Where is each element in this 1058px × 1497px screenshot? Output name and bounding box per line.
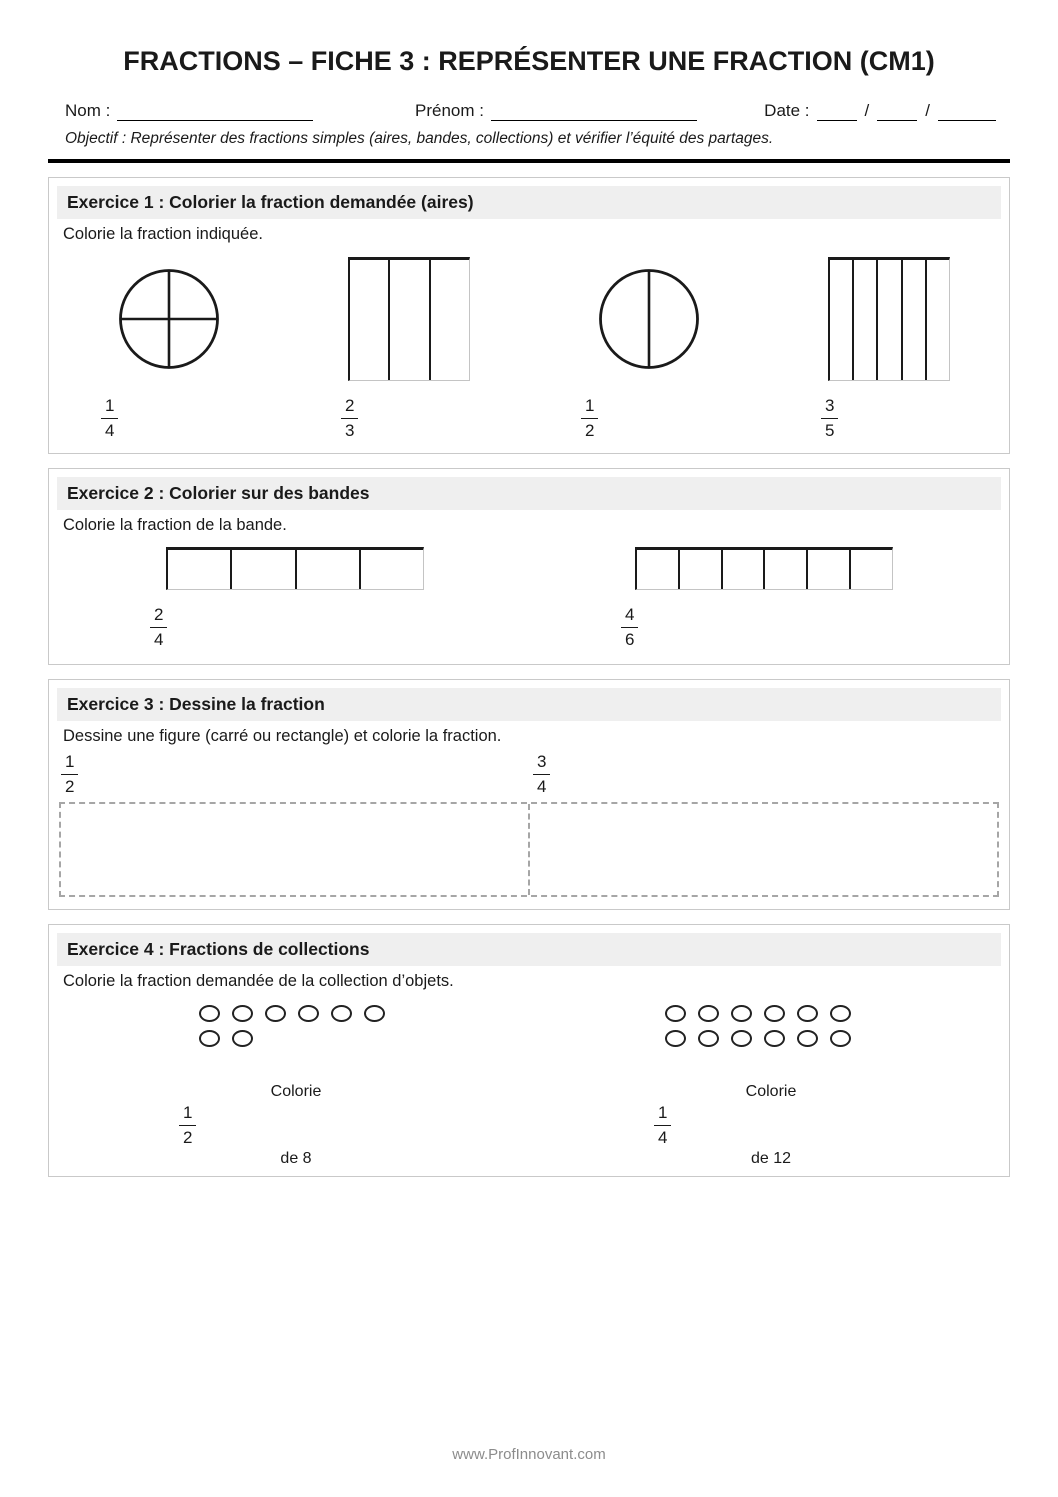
- exercise-3-fractions-row: [61, 752, 1009, 798]
- exercise-3-fraction-left: [61, 752, 78, 797]
- exercise-4-item: [529, 1005, 1009, 1168]
- fraction-denominator: 2: [581, 418, 598, 441]
- collection-circle[interactable]: [232, 1030, 253, 1047]
- prenom-blank-line[interactable]: [491, 100, 697, 121]
- shape-holder: [289, 256, 529, 382]
- collection-circle[interactable]: [731, 1030, 752, 1047]
- collection-circle[interactable]: [764, 1005, 785, 1022]
- exercise-2-item: [49, 547, 529, 656]
- fraction: [150, 605, 167, 650]
- exercise-3-section: [48, 679, 1010, 910]
- collection-row: [665, 1005, 1009, 1022]
- collection-circle[interactable]: [830, 1030, 851, 1047]
- collection-caption: [171, 1083, 421, 1168]
- collection-circle[interactable]: [797, 1005, 818, 1022]
- date-separator: /: [925, 101, 930, 120]
- date-year-blank-line[interactable]: [938, 100, 996, 121]
- fraction-holder: [101, 396, 289, 441]
- exercise-3-fraction-right: [533, 752, 550, 797]
- fraction: [179, 1103, 196, 1148]
- fraction-denominator: 4: [150, 627, 167, 650]
- fraction: [821, 396, 838, 441]
- fraction-denominator: 4: [533, 774, 550, 797]
- nom-field: [65, 100, 313, 121]
- shape-cell[interactable]: [851, 550, 892, 589]
- colorie-label: Colorie: [270, 1083, 322, 1101]
- exercise-3-drawing-row: [59, 802, 999, 897]
- shape-cell[interactable]: [903, 260, 927, 380]
- rectangle-5-parts-shape[interactable]: [828, 257, 950, 381]
- exercise-2-instruction: Colorie la fraction de la bande.: [63, 516, 287, 535]
- identity-row: [0, 91, 1058, 121]
- exercise-4-items: [49, 991, 1009, 1176]
- collection-caption: [646, 1083, 896, 1168]
- shape-cell[interactable]: [854, 260, 878, 380]
- exercise-1-instruction: Colorie la fraction indiquée.: [63, 225, 263, 243]
- collection-circle[interactable]: [698, 1005, 719, 1022]
- fraction-denominator: 4: [654, 1125, 671, 1148]
- date-field: [764, 100, 996, 121]
- fraction-numerator: 1: [105, 396, 115, 415]
- collection-row: [199, 1005, 529, 1022]
- fraction-denominator: 4: [101, 418, 118, 441]
- collection-row: [665, 1030, 1009, 1047]
- rectangle-6-parts-shape[interactable]: [635, 547, 893, 590]
- fraction-numerator: 3: [537, 752, 547, 772]
- fraction-denominator: 2: [179, 1125, 196, 1148]
- fraction-holder: [150, 605, 529, 650]
- collection-circle[interactable]: [830, 1005, 851, 1022]
- shape-cell[interactable]: [637, 550, 680, 589]
- exercise-4-section: [48, 924, 1010, 1177]
- fraction-numerator: 2: [345, 396, 355, 415]
- fraction-numerator: 3: [825, 396, 835, 415]
- nom-label: Nom :: [65, 101, 111, 120]
- shape-cell[interactable]: [168, 550, 232, 589]
- fraction-holder: [821, 396, 1009, 441]
- collection-circle[interactable]: [199, 1005, 220, 1022]
- collection-circle[interactable]: [665, 1030, 686, 1047]
- shape-cell[interactable]: [808, 550, 851, 589]
- exercise-4-title: Exercice 4 : Fractions de collections: [57, 933, 1001, 966]
- worksheet-title: FRACTIONS – FICHE 3 : REPRÉSENTER UNE FRACTION (CM1): [123, 46, 935, 76]
- shape-cell[interactable]: [680, 550, 723, 589]
- exercise-1-title: Exercice 1 : Colorier la fraction demandée (aires): [57, 186, 1001, 219]
- shape-cell[interactable]: [927, 260, 949, 380]
- fraction: [581, 396, 598, 441]
- shape-cell[interactable]: [232, 550, 296, 589]
- fraction-numerator: 4: [625, 605, 635, 625]
- collection-row: [199, 1030, 529, 1047]
- shape-cell[interactable]: [361, 550, 423, 589]
- objectif-text: Objectif : Représenter des fractions simples (aires, bandes, collections) et vérifier l’équité des partages.: [65, 130, 774, 147]
- fraction: [101, 396, 118, 441]
- exercise-3-instruction: Dessine une figure (carré ou rectangle) et colorie la fraction.: [63, 727, 502, 746]
- shape-holder: [769, 256, 1009, 382]
- exercise-2-title: Exercice 2 : Colorier sur des bandes: [57, 477, 1001, 510]
- exercise-1-items: [49, 244, 1009, 453]
- rectangle-4-parts-shape[interactable]: [166, 547, 424, 590]
- exercise-1-section: [48, 177, 1010, 454]
- fraction-denominator: 3: [341, 418, 358, 441]
- drawing-area-right[interactable]: [530, 804, 997, 895]
- drawing-area-left[interactable]: [61, 804, 528, 895]
- date-day-blank-line[interactable]: [817, 100, 857, 121]
- collection-circle[interactable]: [199, 1030, 220, 1047]
- fraction-numerator: 1: [658, 1103, 668, 1123]
- shape-cell[interactable]: [297, 550, 361, 589]
- collection-circle[interactable]: [764, 1030, 785, 1047]
- fraction-numerator: 1: [65, 752, 75, 772]
- shape-cell[interactable]: [431, 260, 469, 380]
- worksheet-header: [0, 0, 1058, 163]
- exercise-4-item: [49, 1005, 529, 1168]
- nom-blank-line[interactable]: [117, 100, 313, 121]
- fraction: [621, 605, 638, 650]
- fraction-holder: [654, 1103, 896, 1148]
- fraction: [61, 752, 78, 797]
- de-label: de 8: [280, 1150, 312, 1168]
- shape-cell[interactable]: [878, 260, 902, 380]
- prenom-label: Prénom :: [415, 101, 484, 120]
- fraction-holder: [341, 396, 529, 441]
- circle-2-parts-shape[interactable]: [598, 268, 700, 370]
- shape-cell[interactable]: [390, 260, 430, 380]
- rectangle-3-parts-shape[interactable]: [348, 257, 470, 381]
- shape-holder: [529, 256, 769, 382]
- collection-circle[interactable]: [364, 1005, 385, 1022]
- header-divider: [48, 159, 1010, 163]
- shape-cell[interactable]: [350, 260, 390, 380]
- exercise-1-item: [49, 256, 289, 447]
- exercise-1-item: [529, 256, 769, 447]
- collection-circle[interactable]: [331, 1005, 352, 1022]
- fraction: [341, 396, 358, 441]
- fraction-denominator: 5: [821, 418, 838, 441]
- prenom-field: [415, 100, 697, 121]
- collection-circle[interactable]: [731, 1005, 752, 1022]
- fraction-numerator: 2: [154, 605, 164, 625]
- exercise-2-item: [529, 547, 1009, 656]
- collection-circle[interactable]: [265, 1005, 286, 1022]
- fraction: [533, 752, 550, 797]
- fraction-denominator: 2: [61, 774, 78, 797]
- de-label: de 12: [750, 1150, 792, 1168]
- footer-url: www.ProfInnovant.com: [452, 1446, 606, 1463]
- date-separator: /: [864, 101, 870, 120]
- shape-cell[interactable]: [830, 260, 854, 380]
- exercise-3-title: Exercice 3 : Dessine la fraction: [57, 688, 1001, 721]
- object-collection: [199, 1005, 529, 1047]
- collection-circle[interactable]: [665, 1005, 686, 1022]
- date-month-blank-line[interactable]: [877, 100, 917, 121]
- fraction: [654, 1103, 671, 1148]
- date-label: Date :: [764, 101, 810, 120]
- collection-circle[interactable]: [797, 1030, 818, 1047]
- fraction-numerator: 1: [183, 1103, 193, 1123]
- exercise-2-section: [48, 468, 1010, 665]
- exercise-1-item: [289, 256, 529, 447]
- fraction-holder: [581, 396, 769, 441]
- fraction-denominator: 6: [621, 627, 638, 650]
- object-collection: [665, 1005, 1009, 1047]
- shape-holder: [49, 256, 289, 382]
- circle-4-parts-shape[interactable]: [118, 268, 220, 370]
- shape-cell[interactable]: [765, 550, 808, 589]
- colorie-label: Colorie: [745, 1083, 797, 1101]
- exercise-2-items: [49, 535, 1009, 664]
- exercise-1-item: [769, 256, 1009, 447]
- fraction-holder: [621, 605, 1009, 650]
- exercise-4-instruction: Colorie la fraction demandée de la collection d’objets.: [63, 972, 454, 991]
- collection-circle[interactable]: [298, 1005, 319, 1022]
- shape-cell[interactable]: [723, 550, 766, 589]
- fraction-numerator: 1: [585, 396, 595, 415]
- collection-circle[interactable]: [698, 1030, 719, 1047]
- collection-circle[interactable]: [232, 1005, 253, 1022]
- fraction-holder: [179, 1103, 421, 1148]
